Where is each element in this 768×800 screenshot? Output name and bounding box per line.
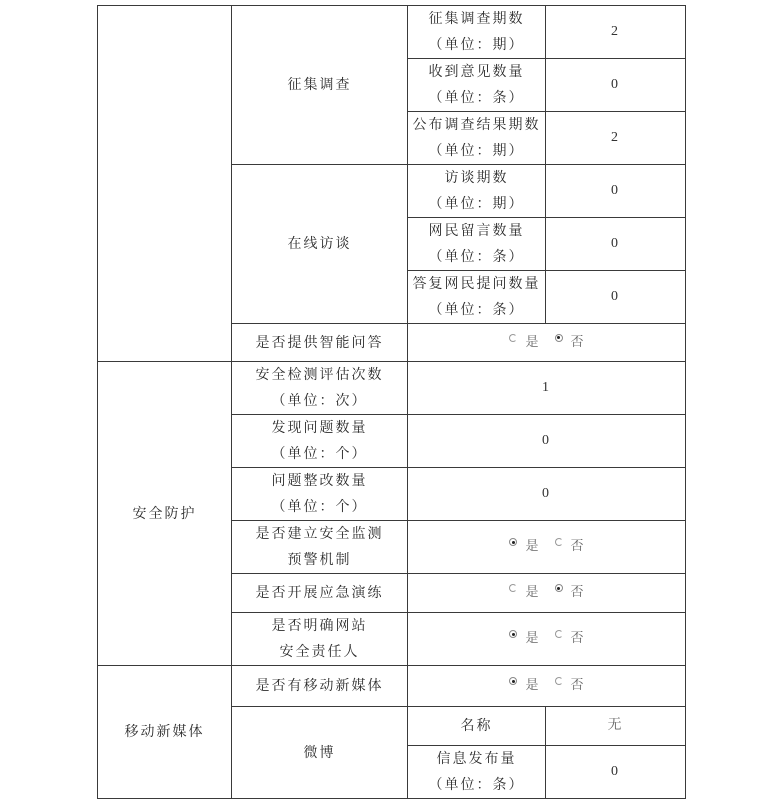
monitoring-radio-group (503, 534, 589, 560)
radio-yes-selected-icon[interactable] (509, 538, 517, 546)
metric-label: 公布调查结果期数 （单位：期） (408, 112, 546, 165)
website-report-table (97, 5, 686, 799)
radio-yes-selected-icon[interactable] (509, 630, 517, 638)
metric-label: 征集调查期数 （单位：期） (408, 6, 546, 59)
metric-value: 0 (546, 218, 686, 271)
radio-no-label: 否 (570, 585, 584, 600)
smart-qa-radio-cell (408, 324, 686, 362)
radio-yes-unselected-icon[interactable] (509, 584, 517, 592)
table-row (98, 666, 686, 707)
smart-qa-radio-group (503, 330, 589, 356)
metric-label: 安全检测评估次数 （单位：次） (232, 362, 408, 415)
radio-no-label: 否 (570, 334, 584, 350)
weibo-label: 微博 (232, 707, 408, 799)
owner-radio-cell (408, 613, 686, 666)
radio-no-selected-icon[interactable] (555, 584, 563, 592)
radio-no-label: 否 (570, 678, 584, 693)
weibo-posts-value: 0 (546, 746, 686, 799)
metric-value: 0 (408, 415, 686, 468)
radio-no-unselected-icon[interactable] (555, 538, 563, 546)
radio-no-unselected-icon[interactable] (555, 630, 563, 638)
has-media-label: 是否有移动新媒体 (232, 666, 408, 707)
weibo-name-value: 无 (546, 707, 686, 746)
weibo-posts-label: 信息发布量 （单位：条） (408, 746, 546, 799)
survey-label: 征集调查 (232, 6, 408, 165)
metric-value: 0 (546, 271, 686, 324)
radio-yes-label: 是 (525, 539, 539, 554)
drill-radio-group (503, 580, 589, 606)
has-media-radio-cell (408, 666, 686, 707)
security-category-label: 安全防护 (98, 362, 232, 666)
weibo-name-label: 名称 (408, 707, 546, 746)
monitoring-radio-cell (408, 521, 686, 574)
metric-value: 1 (408, 362, 686, 415)
radio-no-label: 否 (570, 539, 584, 554)
metric-label: 网民留言数量 （单位：条） (408, 218, 546, 271)
radio-yes-unselected-icon[interactable] (509, 334, 517, 342)
radio-no-selected-icon[interactable] (555, 334, 563, 342)
table-row (98, 362, 686, 415)
drill-label: 是否开展应急演练 (232, 574, 408, 613)
metric-label: 收到意见数量 （单位：条） (408, 59, 546, 112)
metric-value: 2 (546, 6, 686, 59)
owner-radio-group (503, 626, 589, 652)
smart-qa-label: 是否提供智能问答 (232, 324, 408, 362)
metric-label: 问题整改数量 （单位：个） (232, 468, 408, 521)
interview-label: 在线访谈 (232, 165, 408, 324)
monitoring-label: 是否建立安全监测 预警机制 (232, 521, 408, 574)
radio-yes-label: 是 (525, 678, 539, 693)
metric-value: 0 (546, 165, 686, 218)
radio-no-label: 否 (570, 631, 584, 646)
owner-label: 是否明确网站 安全责任人 (232, 613, 408, 666)
metric-value: 0 (408, 468, 686, 521)
radio-yes-label: 是 (525, 585, 539, 600)
radio-yes-selected-icon[interactable] (509, 677, 517, 685)
mobile-media-category-label: 移动新媒体 (98, 666, 232, 799)
metric-label: 发现问题数量 （单位：个） (232, 415, 408, 468)
metric-value: 2 (546, 112, 686, 165)
drill-radio-cell (408, 574, 686, 613)
has-media-radio-group (503, 673, 589, 699)
metric-label: 访谈期数 （单位：期） (408, 165, 546, 218)
radio-no-unselected-icon[interactable] (555, 677, 563, 685)
radio-yes-label: 是 (525, 334, 539, 350)
radio-yes-label: 是 (525, 631, 539, 646)
table-row (98, 6, 686, 59)
metric-label: 答复网民提问数量 （单位：条） (408, 271, 546, 324)
metric-value: 0 (546, 59, 686, 112)
continued-category-cell (98, 6, 232, 362)
